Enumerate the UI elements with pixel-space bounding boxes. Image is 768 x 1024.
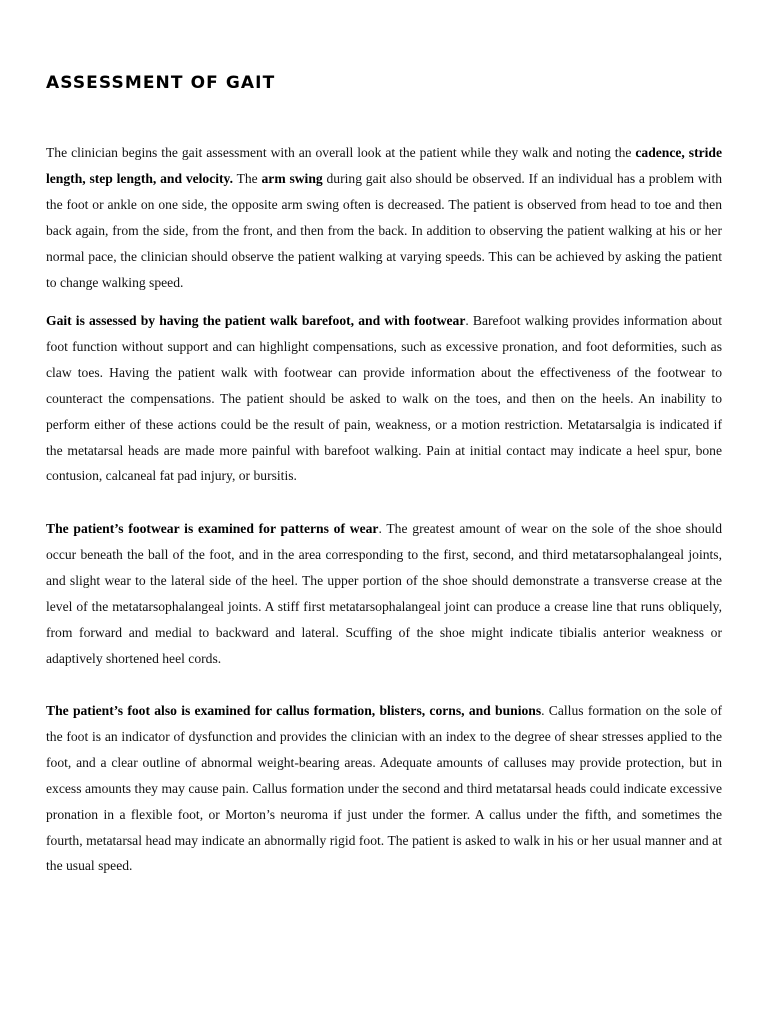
paragraph-body: . Barefoot walking provides information about foot function without support and can highlight compensations, such as excessive pronation, and foot deformities, such as claw toes. Having the patient walk with footwear can provide information about the effectiveness of the footwear to counteract the compensations. The patient should be asked to walk on the toes, and then on the heels. An inability to perform either of these actions could be the result of pain, weakness, or a motion restriction. Metatarsalgia is indicated if the metatarsal heads are made more painful with barefoot walking. Pain at initial contact may indicate a heel spur, bone contusion, calcaneal fat pad injury, or bursitis. — [46, 313, 722, 484]
paragraph-body: . Callus formation on the sole of the foot is an indicator of dysfunction and provides the clinician with an index to the degree of shear stresses applied to the foot, and a clear outline of abnormal weight-bearing areas. Adequate amounts of calluses may provide protection, but in excess amounts they may cause pain. Callus formation under the second and third metatarsal heads could indicate excessive pronation in a flexible foot, or Morton’s neuroma if just under the former. A callus under the fifth, and sometimes the fourth, metatarsal head may indicate an abnormally rigid foot. The patient is asked to walk in his or her usual manner and at the usual speed. — [46, 703, 722, 874]
paragraph-overview — [46, 140, 722, 295]
bold-phrase-arm-swing: arm swing — [261, 170, 323, 186]
paragraph-barefoot-footwear — [46, 308, 722, 489]
paragraph-lead: The patient’s foot also is examined for callus formation, blisters, corns, and bunions — [46, 703, 542, 718]
paragraph-body: . The greatest amount of wear on the sole of the shoe should occur beneath the ball of the foot, and in the area corresponding to the first, second, and third metatarsophalangeal joints, and slight wear to the lateral side of the heel. The upper portion of the shoe should demonstrate a transverse crease at the level of the metatarsophalangeal joints. A stiff first metatarsophalangeal joint can produce a crease line that runs obliquely, from forward and medial to backward and lateral. Scuffing of the shoe might indicate tibialis anterior weakness or adaptively shortened heel cords. — [46, 521, 723, 666]
page-title: ASSESSMENT OF GAIT — [46, 73, 276, 93]
paragraph-text: The — [233, 170, 262, 186]
paragraph-text: during gait also should be observed. If an individual has a problem with the foot or ankle on one side, the opposite arm swing often is decreased. The patient is observed from head to toe and then back again, from the side, from the front, and then from the back. In addition to observing the patient walking at his or her normal pace, the clinician should observe the patient walking at varying speeds. This can be achieved by asking the patient to change walking speed. — [46, 170, 723, 290]
paragraph-lead: Gait is assessed by having the patient walk barefoot, and with footwear — [46, 313, 466, 328]
paragraph-lead: The patient’s footwear is examined for patterns of wear — [46, 521, 379, 536]
paragraph-callus — [46, 698, 722, 879]
paragraph-footwear-wear — [46, 516, 722, 671]
bold-phrase-gait-parameters: cadence, stride length, step length, and velocity. — [46, 145, 723, 186]
paragraph-text: The clinician begins the gait assessment with an overall look at the patient while they walk and noting the — [46, 145, 636, 160]
